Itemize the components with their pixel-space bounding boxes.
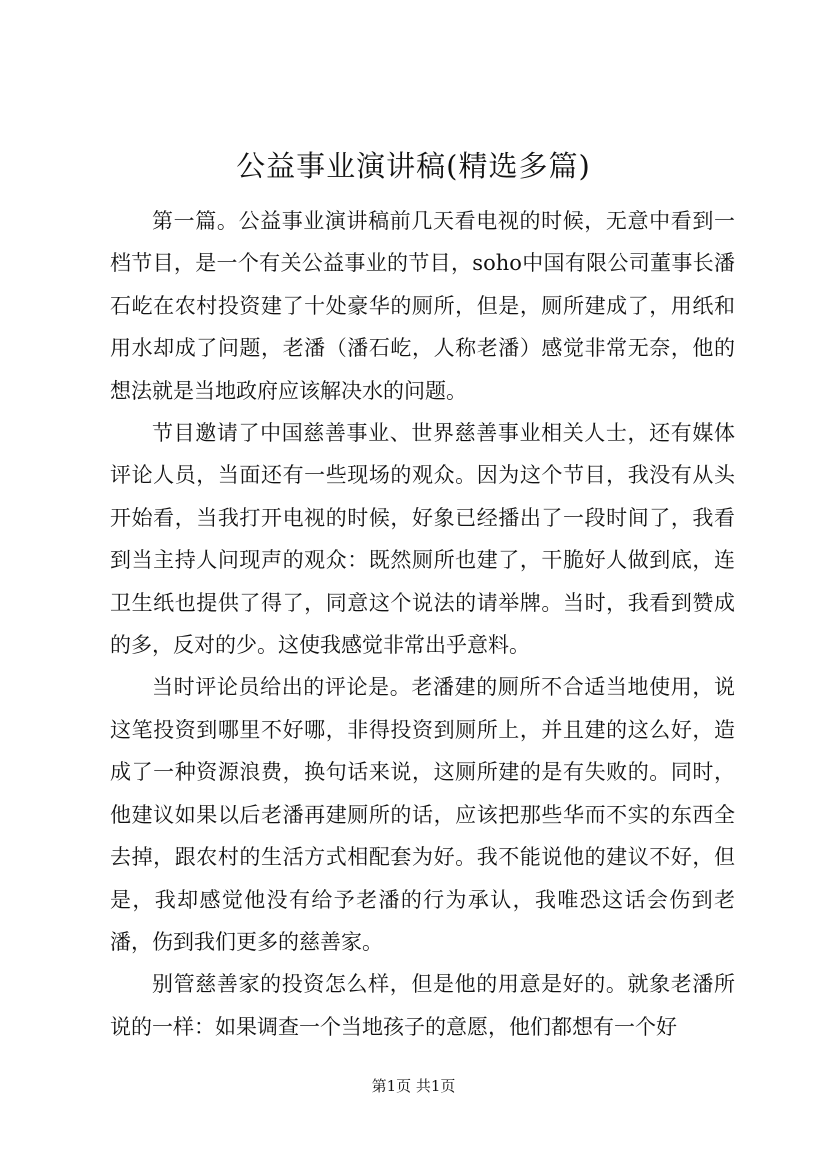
paragraph-4: 别管慈善家的投资怎么样，但是他的用意是好的。就象老潘所说的一样：如果调查一个当地孩子的意愿，他们都想有一个好 <box>110 972 735 1039</box>
document-body <box>110 200 735 1048</box>
paragraph-1: 第一篇。公益事业演讲稿前几天看电视的时候，无意中看到一档节目，是一个有关公益事业的节目，soho中国有限公司董事长潘石屹在农村投资建了十处豪华的厕所，但是，厕所建成了，用纸和用水却成了问题，老潘（潘石屹，人称老潘）感觉非常无奈，他的想法就是当地政府应该解决水的问题。 <box>110 209 735 403</box>
document-title: 公益事业演讲稿(精选多篇) <box>236 149 591 183</box>
paragraph-2: 节目邀请了中国慈善事业、世界慈善事业相关人士，还有媒体评论人员，当面还有一些现场的观众。因为这个节目，我没有从头开始看，当我打开电视的时候，好象已经播出了一段时间了，我看到当主持人问现声的观众：既然厕所也建了，干脆好人做到底，连卫生纸也提供了得了，同意这个说法的请举牌。当时，我看到赞成的多，反对的少。这使我感觉非常出乎意料。 <box>110 421 735 658</box>
page-footer: 第1页 共1页 <box>371 1077 456 1095</box>
paragraph-3: 当时评论员给出的评论是。老潘建的厕所不合适当地使用，说这笔投资到哪里不好哪，非得投资到厕所上，并且建的这么好，造成了一种资源浪费，换句话来说，这厕所建的是有失败的。同时，他建议如果以后老潘再建厕所的话，应该把那些华而不实的东西全去掉，跟农村的生活方式相配套为好。我不能说他的建议不好，但是，我却感觉他没有给予老潘的行为承认，我唯恐这话会伤到老潘，伤到我们更多的慈善家。 <box>110 675 735 954</box>
